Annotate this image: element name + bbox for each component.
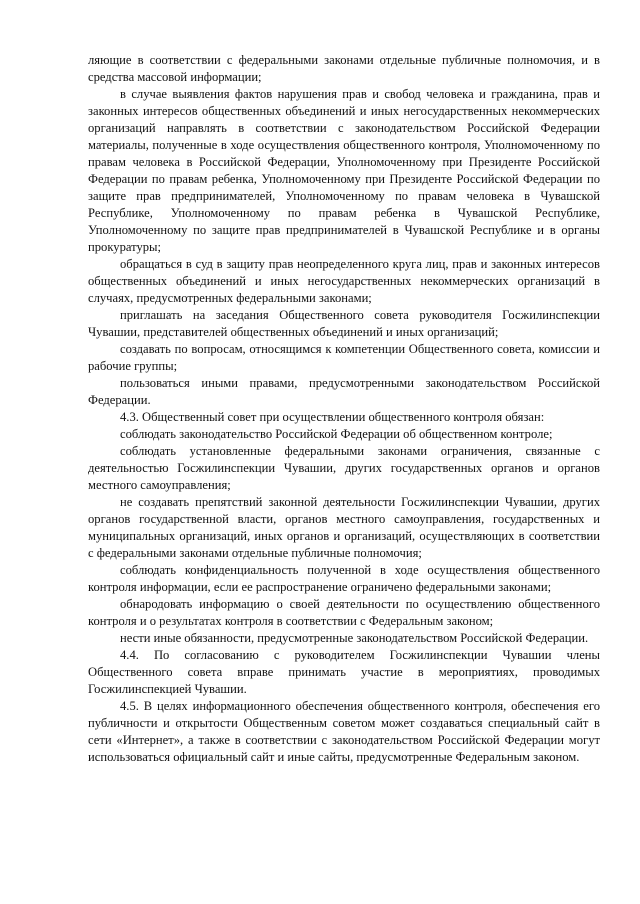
paragraph-no-obstruction: не создавать препятствий законной деятельности Госжилинспекции Чувашии, других органов государственной власти, органов местного самоуправления, государственных и муниципальных организаций, иных органов и организаций, осуществляющих в соответствии с федеральными законами отдельные публичные полномочия; [88, 495, 600, 560]
paragraph-violations-reporting: в случае выявления фактов нарушения прав и свобод человека и гражданина, прав и законных интересов общественных объединений и иных негосударственных некоммерческих организаций направлять в соответствии с законодательством Российской Федерации материалы, полученные в ходе осуществления общественного контроля, Уполномоченному по правам человека в Российской Федерации, Уполномоченному при Президенте Российской Федерации по правам ребенка, Уполномоченному при Президенте Российской Федерации по защите прав предпринимателей, Уполномоченному по правам человека в Чувашской Республике, Уполномоченному по правам ребенка в Чувашской Республике, Уполномоченному по защите прав предпринимателей в Чувашской Республике и в органы прокуратуры; [88, 87, 600, 254]
paragraph-comply-law: соблюдать законодательство Российской Федерации об общественном контроле; [120, 427, 553, 441]
paragraph-continuation: ляющие в соответствии с федеральными законами отдельные публичные полномочия, и в средства массовой информации; [88, 53, 600, 84]
paragraph-publish-info: обнародовать информацию о своей деятельности по осуществлению общественного контроля и о результатах контроля в соответствии с Федеральным законом; [88, 597, 600, 628]
paragraph-court-appeal: обращаться в суд в защиту прав неопределенного круга лиц, прав и законных интересов общественных объединений и иных негосударственных некоммерческих организаций в случаях, предусмотренных федеральными законами; [88, 257, 600, 305]
paragraph-comply-restrictions: соблюдать установленные федеральными законами ограничения, связанные с деятельностью Госжилинспекции Чувашии, других государственных органов и органов местного самоуправления; [88, 444, 600, 492]
paragraph-confidentiality: соблюдать конфиденциальность полученной в ходе осуществления общественного контроля информации, если ее распространение ограничено федеральными законами; [88, 563, 600, 594]
paragraph-section-4-4: 4.4. По согласованию с руководителем Госжилинспекции Чувашии члены Общественного совета вправе принимать участие в мероприятиях, проводимых Госжилинспекцией Чувашии. [88, 648, 600, 696]
paragraph-invite-meetings: приглашать на заседания Общественного совета руководителя Госжилинспекции Чувашии, представителей общественных объединений и иных организаций; [88, 308, 600, 339]
document-page [88, 52, 600, 766]
paragraph-create-commissions: создавать по вопросам, относящимся к компетенции Общественного совета, комиссии и рабочие группы; [88, 342, 600, 373]
paragraph-other-duties: нести иные обязанности, предусмотренные законодательством Российской Федерации. [120, 631, 589, 645]
paragraph-other-rights: пользоваться иными правами, предусмотренными законодательством Российской Федерации. [88, 376, 600, 407]
paragraph-section-4-3: 4.3. Общественный совет при осуществлении общественного контроля обязан: [120, 410, 545, 424]
paragraph-section-4-5: 4.5. В целях информационного обеспечения общественного контроля, обеспечения его публичности и открытости Общественным советом может создаваться специальный сайт в сети «Интернет», а также в соответствии с законодательством Российской Федерации могут использоваться официальный сайт и иные сайты, предусмотренные Федеральным законом. [88, 699, 600, 764]
